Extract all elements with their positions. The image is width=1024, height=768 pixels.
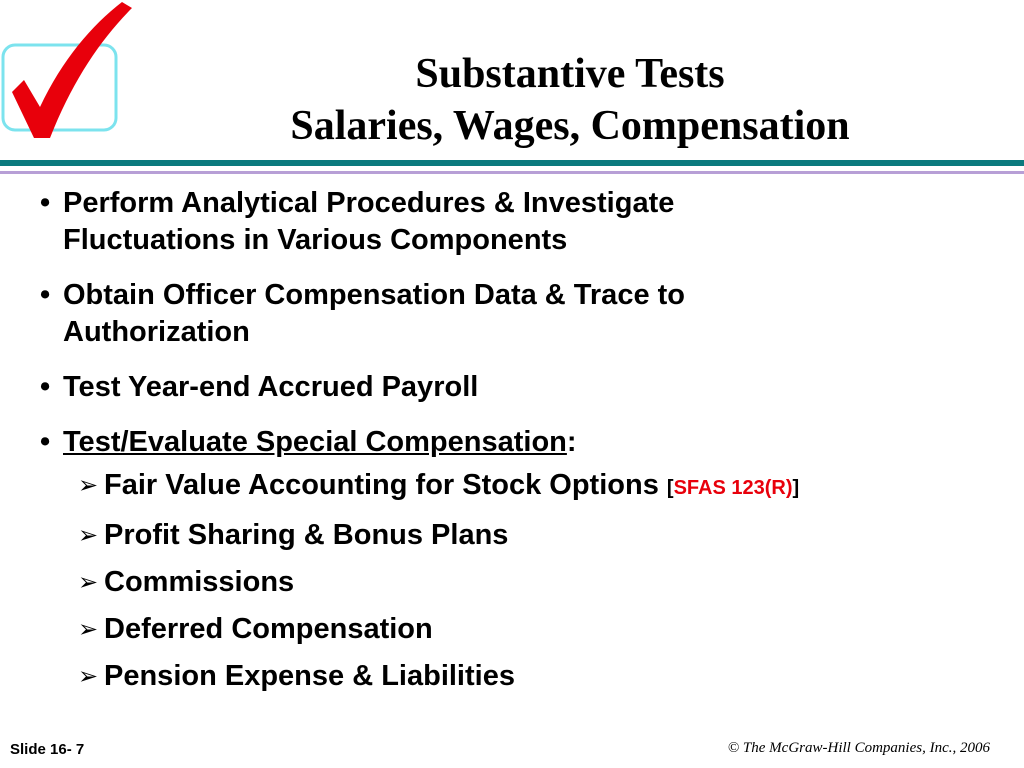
bullet-dot: •	[40, 371, 51, 403]
slide-title	[140, 48, 1000, 152]
bullet-text-line: Test Year-end Accrued Payroll	[63, 371, 479, 403]
arrow-bullet-icon: ➢	[78, 521, 99, 549]
bullet-text-line: Perform Analytical Procedures & Investigate	[63, 187, 675, 219]
bullet-item	[38, 424, 1013, 461]
checkmark-icon	[0, 0, 140, 145]
arrow-bullet-icon: ➢	[78, 568, 99, 596]
sub-bullet-item	[78, 611, 1013, 648]
bullet-text-line: Obtain Officer Compensation Data & Trace to	[63, 279, 685, 311]
sub-bullet-list	[78, 467, 1013, 695]
sub-bullet-item	[78, 517, 1013, 554]
sub-bullet-item	[78, 658, 1013, 695]
ref-text: SFAS 123(R)	[673, 477, 793, 499]
arrow-bullet-icon: ➢	[78, 615, 99, 643]
ref-bracket-open: [	[666, 477, 674, 499]
bullet-text-line: Authorization	[63, 316, 250, 348]
bullet-text-line: Fluctuations in Various Components	[63, 224, 568, 256]
bullet-text-line	[63, 424, 1013, 461]
bullet-dot: •	[40, 279, 51, 311]
title-line-1: Substantive Tests	[415, 51, 725, 97]
bullet-dot: •	[40, 187, 51, 219]
bullet-item	[38, 185, 1013, 259]
arrow-bullet-icon: ➢	[78, 471, 99, 499]
title-line-2: Salaries, Wages, Compensation	[290, 103, 850, 149]
bullet-underlined-text: Test/Evaluate Special Compensation	[63, 426, 567, 458]
bullet-item	[38, 277, 1013, 351]
bullet-dot: •	[40, 426, 51, 458]
sub-bullet-item	[78, 467, 1013, 507]
sub-bullet-text: Deferred Compensation	[104, 613, 433, 645]
ref-bracket-close: ]	[792, 477, 800, 499]
sub-bullet-item	[78, 564, 1013, 601]
title-divider	[0, 158, 1024, 180]
arrow-bullet-icon: ➢	[78, 662, 99, 690]
sub-bullet-text: Profit Sharing & Bonus Plans	[104, 519, 509, 551]
title-rule-teal	[0, 160, 1024, 166]
slide-content	[38, 185, 1013, 705]
sub-bullet-text: Fair Value Accounting for Stock Options	[104, 469, 667, 501]
sub-bullet-text: Commissions	[104, 566, 295, 598]
slide-number: Slide 16- 7	[10, 741, 85, 758]
bullet-item	[38, 369, 1013, 406]
bullet-suffix: :	[566, 426, 577, 458]
standard-reference	[667, 477, 799, 499]
sub-bullet-text: Pension Expense & Liabilities	[104, 660, 515, 692]
title-rule-purple	[0, 171, 1024, 174]
copyright-notice: © The McGraw-Hill Companies, Inc., 2006	[727, 740, 990, 756]
